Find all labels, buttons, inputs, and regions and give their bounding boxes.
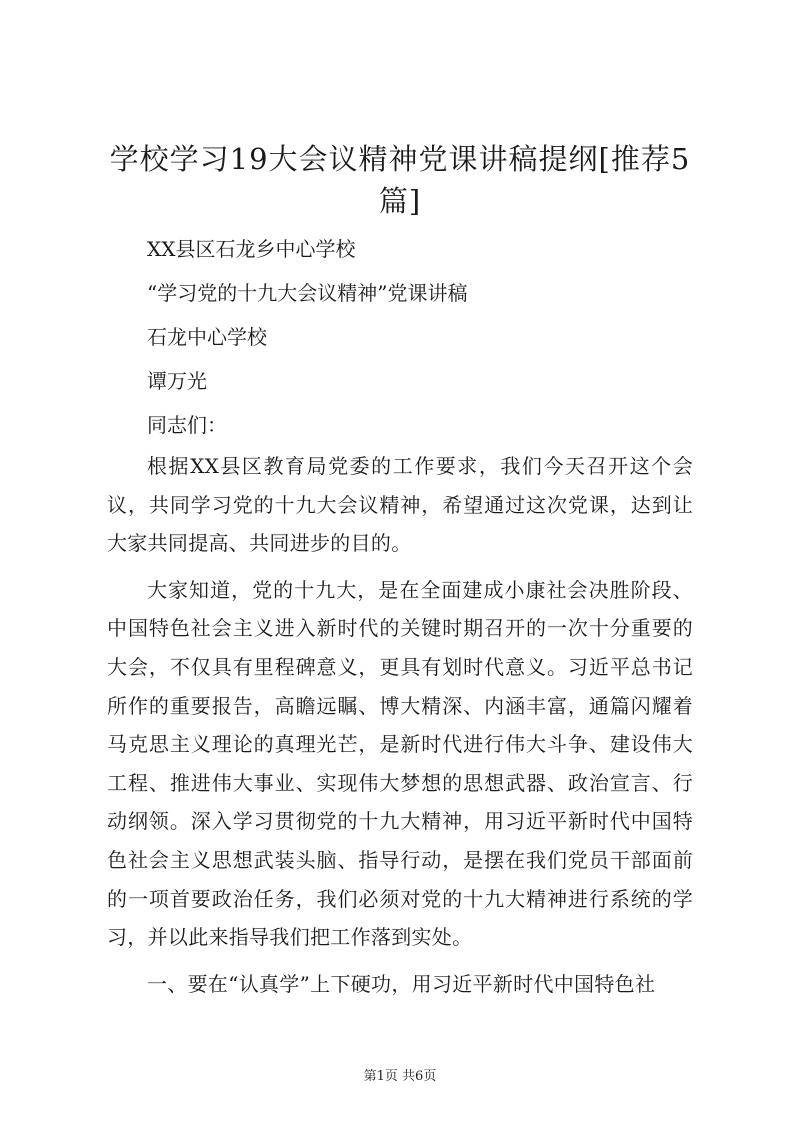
paragraph-section-one: 一、要在“认真学”上下硬功，用习近平新时代中国特色社	[147, 971, 656, 996]
document-body	[107, 227, 693, 1011]
paragraph-intro: 根据XX县区教育局党委的工作要求，我们今天召开这个会议，共同学习党的十九大会议精神，希望通过这次党课，达到让大家共同提高、共同进步的目的。	[107, 454, 693, 556]
document-title: 学校学习19大会议精神党课讲稿提纲[推荐5篇]	[109, 142, 691, 218]
salutation-line: 同志们：	[147, 413, 227, 437]
paragraph-main: 大家知道，党的十九大，是在全面建成小康社会决胜阶段、中国特色社会主义进入新时代的关键时期召开的一次十分重要的大会，不仅具有里程碑意义，更具有划时代意义。习近平总书记所作的重要报告，高瞻远瞩、博大精深、内涵丰富，通篇闪耀着马克思主义理论的真理光芒，是新时代进行伟大斗争、建设伟大工程、推进伟大事业、实现伟大梦想的思想武器、政治宣言、行动纲领。深入学习贯彻党的十九大精神，用习近平新时代中国特色社会主义思想武装头脑、指导行动，是摆在我们党员干部面前的一项首要政治任务，我们必须对党的十九大精神进行系统的学习，并以此来指导我们把工作落到实处。	[107, 577, 693, 950]
author-line: 谭万光	[147, 369, 207, 393]
page-footer: 第1页 共6页	[363, 1069, 437, 1084]
school-name-line: XX县区石龙乡中心学校	[147, 237, 356, 261]
speech-title-line: “学习党的十九大会议精神”党课讲稿	[147, 281, 468, 305]
organization-line: 石龙中心学校	[147, 325, 267, 349]
